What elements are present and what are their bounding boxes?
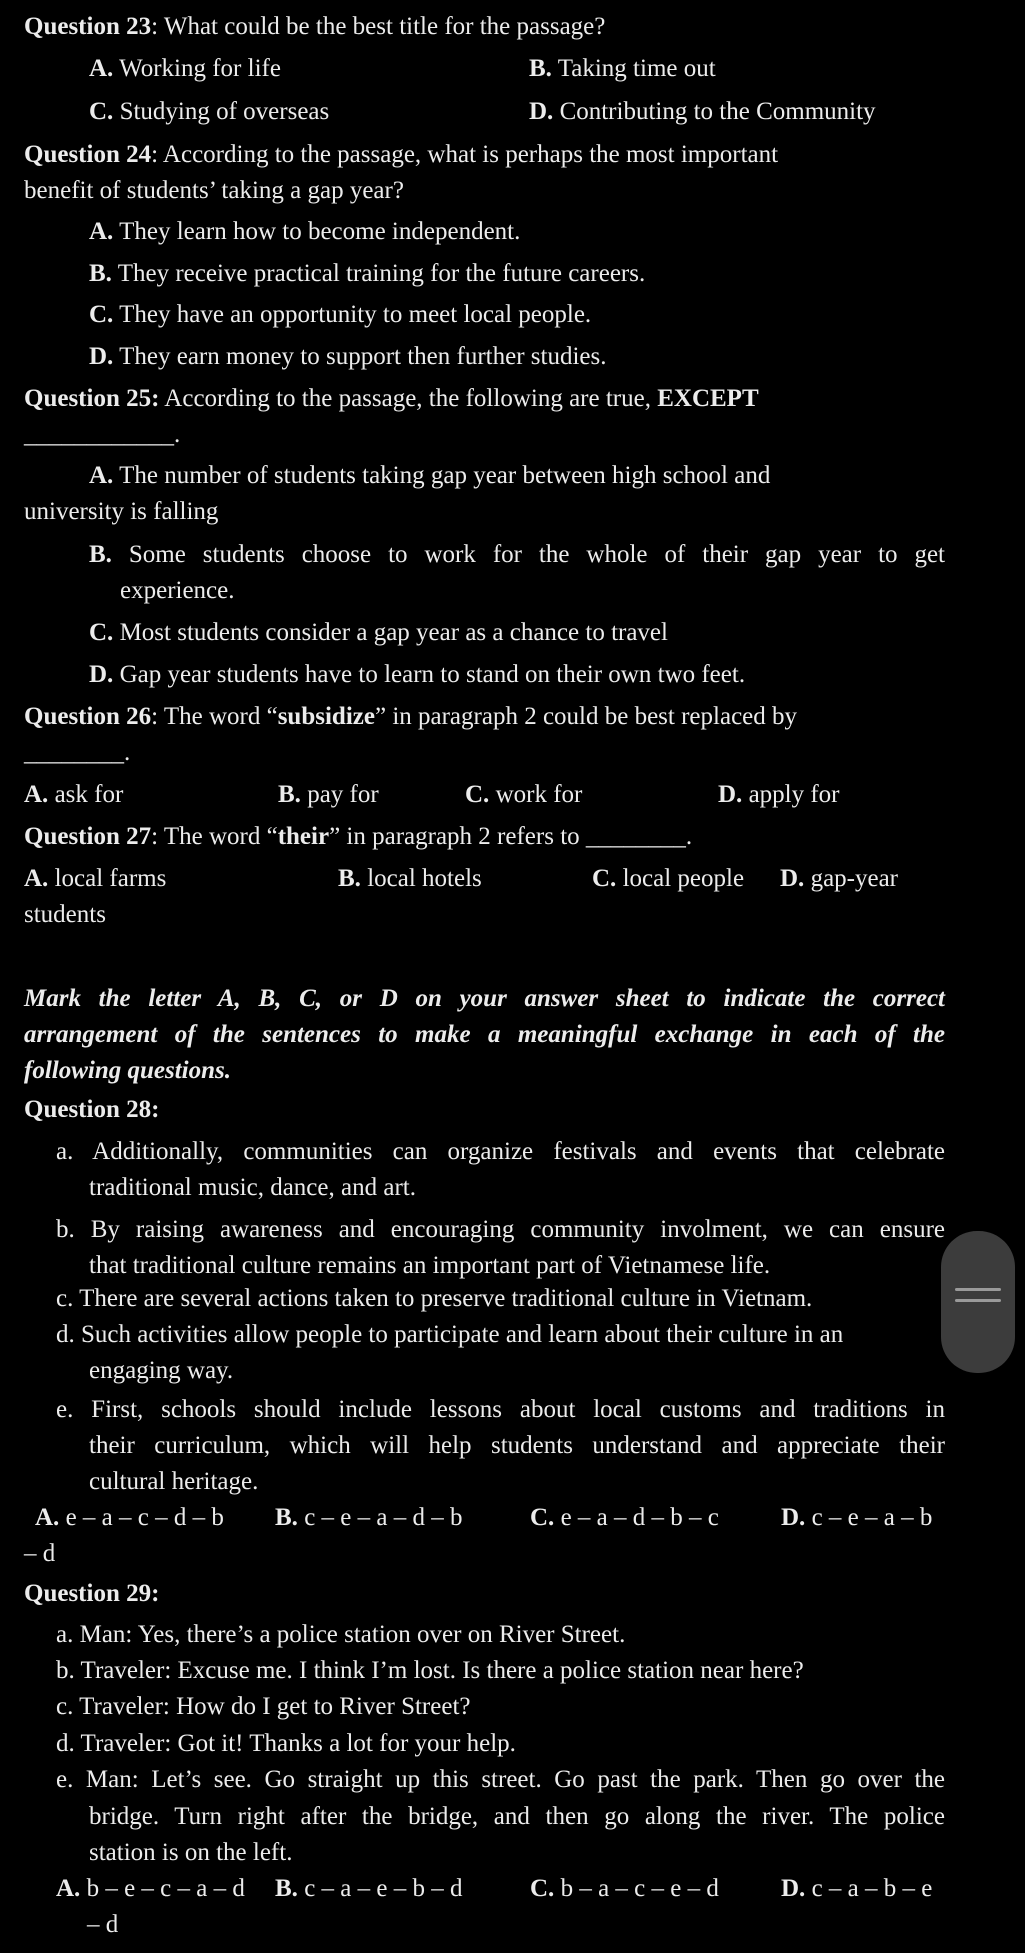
q23-stem: Question 23: What could be the best title for the passage? [24, 13, 606, 40]
q24-stem-cont: benefit of students’ taking a gap year? [24, 177, 404, 204]
q28-sentence-e-cont2: cultural heritage. [89, 1468, 259, 1495]
q28-sentence-a-cont: traditional music, dance, and art. [89, 1174, 416, 1201]
q29-line-d: d. Traveler: Got it! Thanks a lot for your help. [56, 1730, 516, 1757]
q25-option-d: D. Gap year students have to learn to stand on their own two feet. [89, 661, 746, 688]
q28-option-d-cont: – d [24, 1540, 56, 1567]
q28-option-d: D. c – e – a – b [781, 1504, 933, 1531]
grip-line-icon [955, 1288, 1001, 1291]
grip-line-icon [955, 1299, 1001, 1302]
q28-sentence-d: d. Such activities allow people to participate and learn about their culture in an [56, 1321, 844, 1348]
q25-option-b-cont: experience. [120, 577, 235, 604]
q27-option-c: C. local people [592, 865, 745, 892]
q28-sentence-e: e. First, schools should include lessons about local customs and traditions in [56, 1396, 945, 1423]
q28-sentence-e-cont: their curriculum, which will help students understand and appreciate their [89, 1432, 945, 1459]
q28-option-b: B. c – e – a – d – b [275, 1504, 463, 1531]
q27-stem: Question 27: The word “their” in paragraph 2 refers to ________. [24, 823, 693, 850]
instruction-line-2: arrangement of the sentences to make a meaningful exchange in each of the [24, 1021, 945, 1048]
q25-option-a: A. The number of students taking gap year between high school and [89, 462, 771, 489]
q25-stem: Question 25: According to the passage, the following are true, EXCEPT [24, 385, 759, 412]
q28-sentence-c: c. There are several actions taken to preserve traditional culture in Vietnam. [56, 1285, 813, 1312]
q28-sentence-a: a. Additionally, communities can organize festivals and events that celebrate [56, 1138, 945, 1165]
q29-line-a: a. Man: Yes, there’s a police station over on River Street. [56, 1621, 626, 1648]
q27-option-d-cont: students [24, 901, 106, 928]
q28-option-c: C. e – a – d – b – c [530, 1504, 719, 1531]
q27-option-d: D. gap-year [780, 865, 899, 892]
q28-label: Question 28: [24, 1096, 160, 1123]
q26-option-b: B. pay for [278, 781, 379, 808]
q26-blank: ________. [24, 739, 131, 766]
q27-option-b: B. local hotels [338, 865, 482, 892]
q29-option-a: A. b – e – c – a – d [56, 1875, 245, 1902]
q25-option-a-cont: university is falling [24, 498, 219, 525]
instruction-line-1: Mark the letter A, B, C, or D on your answer sheet to indicate the correct [24, 985, 945, 1012]
q26-option-a: A. ask for [24, 781, 124, 808]
q26-stem: Question 26: The word “subsidize” in paragraph 2 could be best replaced by [24, 703, 798, 730]
q28-sentence-b: b. By raising awareness and encouraging community involment, we can ensure [56, 1216, 945, 1243]
q23-option-b: B. Taking time out [529, 55, 716, 82]
q25-blank: ____________. [24, 421, 181, 448]
q28-sentence-b-cont: that traditional culture remains an important part of Vietnamese life. [89, 1252, 771, 1279]
q28-option-a: A. e – a – c – d – b [35, 1504, 224, 1531]
q25-option-b: B. Some students choose to work for the whole of their gap year to get [89, 541, 946, 568]
q29-line-e: e. Man: Let’s see. Go straight up this street. Go past the park. Then go over the [56, 1766, 945, 1793]
instruction-line-3: following questions. [24, 1057, 231, 1084]
q29-option-c: C. b – a – c – e – d [530, 1875, 719, 1902]
q23-option-d: D. Contributing to the Community [529, 98, 876, 125]
q29-line-e-cont2: station is on the left. [89, 1839, 293, 1866]
scroll-handle[interactable] [941, 1231, 1015, 1373]
q24-option-a: A. They learn how to become independent. [89, 218, 521, 245]
q29-line-e-cont: bridge. Turn right after the bridge, and then go along the river. The police [89, 1803, 945, 1830]
q26-option-d: D. apply for [718, 781, 840, 808]
q29-line-c: c. Traveler: How do I get to River Street? [56, 1693, 471, 1720]
q23-option-a: A. Working for life [89, 55, 281, 82]
q29-option-b: B. c – a – e – b – d [275, 1875, 463, 1902]
q24-stem: Question 24: According to the passage, what is perhaps the most important [24, 141, 779, 168]
q29-line-b: b. Traveler: Excuse me. I think I’m lost. Is there a police station near here? [56, 1657, 804, 1684]
q29-option-d: D. c – a – b – e [781, 1875, 933, 1902]
q28-sentence-d-cont: engaging way. [89, 1357, 234, 1384]
q29-option-d-cont: – d [87, 1911, 119, 1938]
q24-option-b: B. They receive practical training for the future careers. [89, 260, 646, 287]
q26-option-c: C. work for [465, 781, 583, 808]
q29-label: Question 29: [24, 1580, 160, 1607]
q27-option-a: A. local farms [24, 865, 167, 892]
q24-option-c: C. They have an opportunity to meet local people. [89, 301, 592, 328]
q23-option-c: C. Studying of overseas [89, 98, 330, 125]
q25-option-c: C. Most students consider a gap year as a chance to travel [89, 619, 668, 646]
q24-option-d: D. They earn money to support then further studies. [89, 343, 607, 370]
